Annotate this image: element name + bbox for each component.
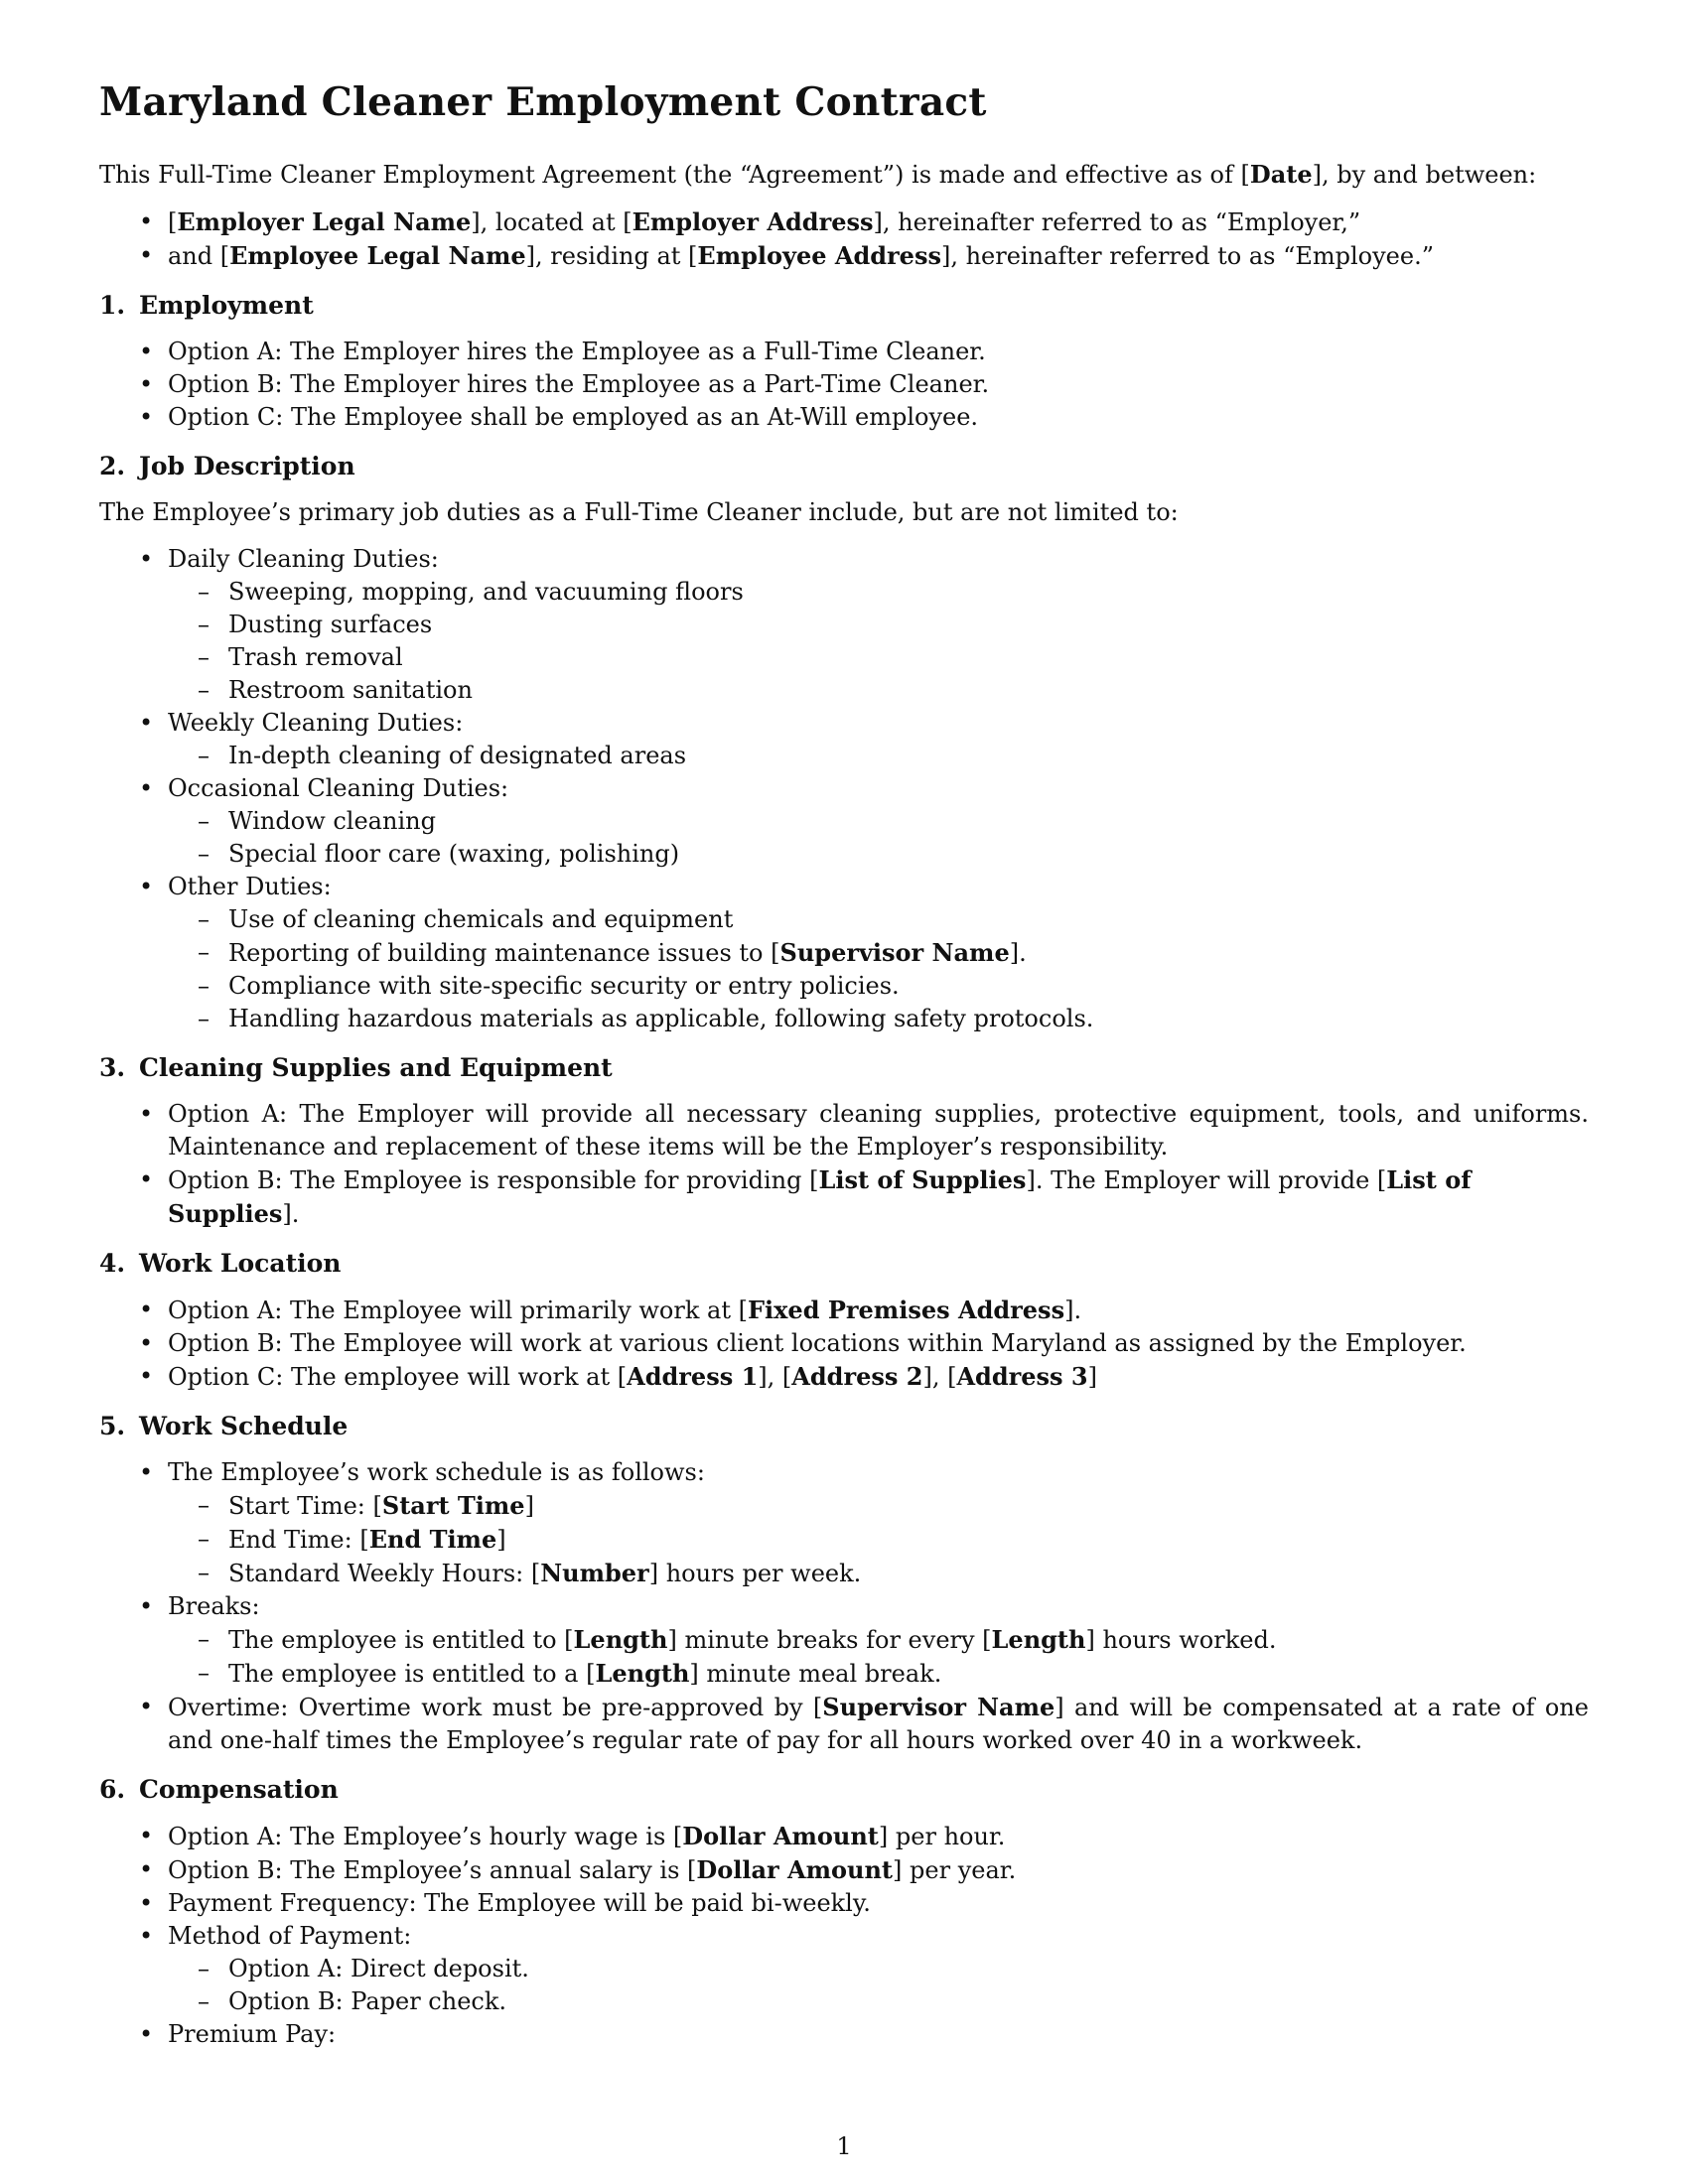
- location-options: [99, 1294, 1589, 1394]
- weekly-duties: • Weekly Cleaning Duties: – In-depth cleaning of designated areas: [99, 707, 1589, 772]
- list-item: – Restroom sanitation: [168, 674, 1589, 707]
- compensation-list: [99, 1820, 1589, 2051]
- list-item: – Option A: Direct deposit.: [168, 1953, 1589, 1985]
- list-item: – The employee is entitled to [Length] minute breaks for every [Length] hours worked.: [168, 1623, 1589, 1657]
- page-title: Maryland Cleaner Employment Contract: [99, 79, 987, 125]
- list-item: – Compliance with site-specific security or entry policies.: [168, 970, 1589, 1003]
- occasional-duties: • Occasional Cleaning Duties: – Window cleaning – Special floor care (waxing, polishing): [99, 772, 1589, 871]
- parties-list: [99, 205, 1589, 273]
- section-heading-employment: 1. Employment: [99, 290, 314, 320]
- list-item: – Start Time: [Start Time]: [168, 1489, 1589, 1523]
- intro-paragraph: This Full-Time Cleaner Employment Agreement (the “Agreement”) is made and effective as of [Date], by and between:: [99, 159, 1537, 189]
- list-item: – Option B: Paper check.: [168, 1985, 1589, 2018]
- list-item: • Option A: The Employer will provide all necessary cleaning supplies, protective equipment, tools, and uniforms. Maintenance and replacement of these items will be the Employer’s responsibility.: [99, 1098, 1589, 1163]
- payment-method-item: • Method of Payment: – Option A: Direct deposit. – Option B: Paper check.: [99, 1920, 1589, 2018]
- list-item: – Sweeping, mopping, and vacuuming floors: [168, 576, 1589, 609]
- list-item: • Option C: The Employee shall be employed as an At-Will employee.: [99, 401, 1589, 434]
- list-item: – Trash removal: [168, 641, 1589, 674]
- section-heading-work-schedule: 5. Work Schedule: [99, 1411, 349, 1440]
- list-item: – End Time: [End Time]: [168, 1523, 1589, 1557]
- list-item: – Dusting surfaces: [168, 609, 1589, 641]
- employment-options: [99, 336, 1589, 434]
- list-item: – Special floor care (waxing, polishing): [168, 838, 1589, 871]
- list-item: • Option B: The Employer hires the Employee as a Part-Time Cleaner.: [99, 368, 1589, 401]
- list-item: – Use of cleaning chemicals and equipment: [168, 903, 1589, 936]
- list-item: • Option A: The Employee will primarily work at [Fixed Premises Address].: [99, 1294, 1589, 1327]
- list-item: • Option B: The Employee will work at various client locations within Maryland as assigned by the Employer.: [99, 1327, 1589, 1360]
- other-duties: • Other Duties: – Use of cleaning chemicals and equipment – Reporting of building maintenance issues to [Supervisor Name]. – Compliance with site-specific security or entry policies. – Handling hazardous materials as applicable, following safety protocols.: [99, 871, 1589, 1035]
- daily-duties: • Daily Cleaning Duties: – Sweeping, mopping, and vacuuming floors – Dusting surfaces – Trash removal – Restroom sanitation: [99, 543, 1589, 707]
- list-item: – Window cleaning: [168, 805, 1589, 838]
- list-item: • Option A: The Employee’s hourly wage is [Dollar Amount] per hour.: [99, 1820, 1589, 1853]
- section-heading-work-location: 4. Work Location: [99, 1248, 342, 1278]
- list-item: • Premium Pay:: [99, 2018, 1589, 2051]
- list-item: – Handling hazardous materials as applicable, following safety protocols.: [168, 1003, 1589, 1035]
- list-item: • Option B: The Employee’s annual salary is [Dollar Amount] per year.: [99, 1853, 1589, 1887]
- page-number: 1: [836, 2132, 852, 2160]
- breaks-item: • Breaks: – The employee is entitled to [Length] minute breaks for every [Length] hours worked. – The employee is entitled to a [Length] minute meal break.: [99, 1590, 1589, 1691]
- employer-party: • [Employer Legal Name], located at [Employer Address], hereinafter referred to as “Employer,”: [99, 205, 1589, 239]
- employee-party: • and [Employee Legal Name], residing at [Employee Address], hereinafter referred to as “Employee.”: [99, 239, 1589, 273]
- list-item: • Option B: The Employee is responsible for providing [List of Supplies]. The Employer will provide [List of Supplies].: [99, 1163, 1589, 1231]
- section-heading-compensation: 6. Compensation: [99, 1774, 339, 1804]
- document-page: [99, 79, 1589, 2051]
- list-item: • Payment Frequency: The Employee will be paid bi-weekly.: [99, 1887, 1589, 1920]
- list-item: – The employee is entitled to a [Length] minute meal break.: [168, 1657, 1589, 1691]
- supplies-options: [99, 1098, 1589, 1231]
- job-description-intro: The Employee’s primary job duties as a Full-Time Cleaner include, but are not limited to:: [99, 497, 1179, 526]
- section-heading-job-description: 2. Job Description: [99, 451, 355, 480]
- date-placeholder: Date: [1249, 159, 1313, 189]
- list-item: • Option C: The employee will work at [Address 1], [Address 2], [Address 3]: [99, 1360, 1589, 1394]
- list-item: – Standard Weekly Hours: [Number] hours per week.: [168, 1557, 1589, 1590]
- section-heading-supplies: 3. Cleaning Supplies and Equipment: [99, 1052, 613, 1082]
- list-item: • Option A: The Employer hires the Employee as a Full-Time Cleaner.: [99, 336, 1589, 368]
- duties-list: [99, 543, 1589, 1035]
- list-item: – In-depth cleaning of designated areas: [168, 740, 1589, 772]
- list-item: – Reporting of building maintenance issues to [Supervisor Name].: [168, 936, 1589, 970]
- overtime-item: • Overtime: Overtime work must be pre-approved by [Supervisor Name] and will be compensated at a rate of one and one-half times the Employee’s regular rate of pay for all hours worked over 40 in a workweek.: [99, 1691, 1589, 1757]
- schedule-list: [99, 1456, 1589, 1757]
- schedule-item: • The Employee’s work schedule is as follows: – Start Time: [Start Time] – End Time: [End Time] – Standard Weekly Hours: [Number] hours per week.: [99, 1456, 1589, 1590]
